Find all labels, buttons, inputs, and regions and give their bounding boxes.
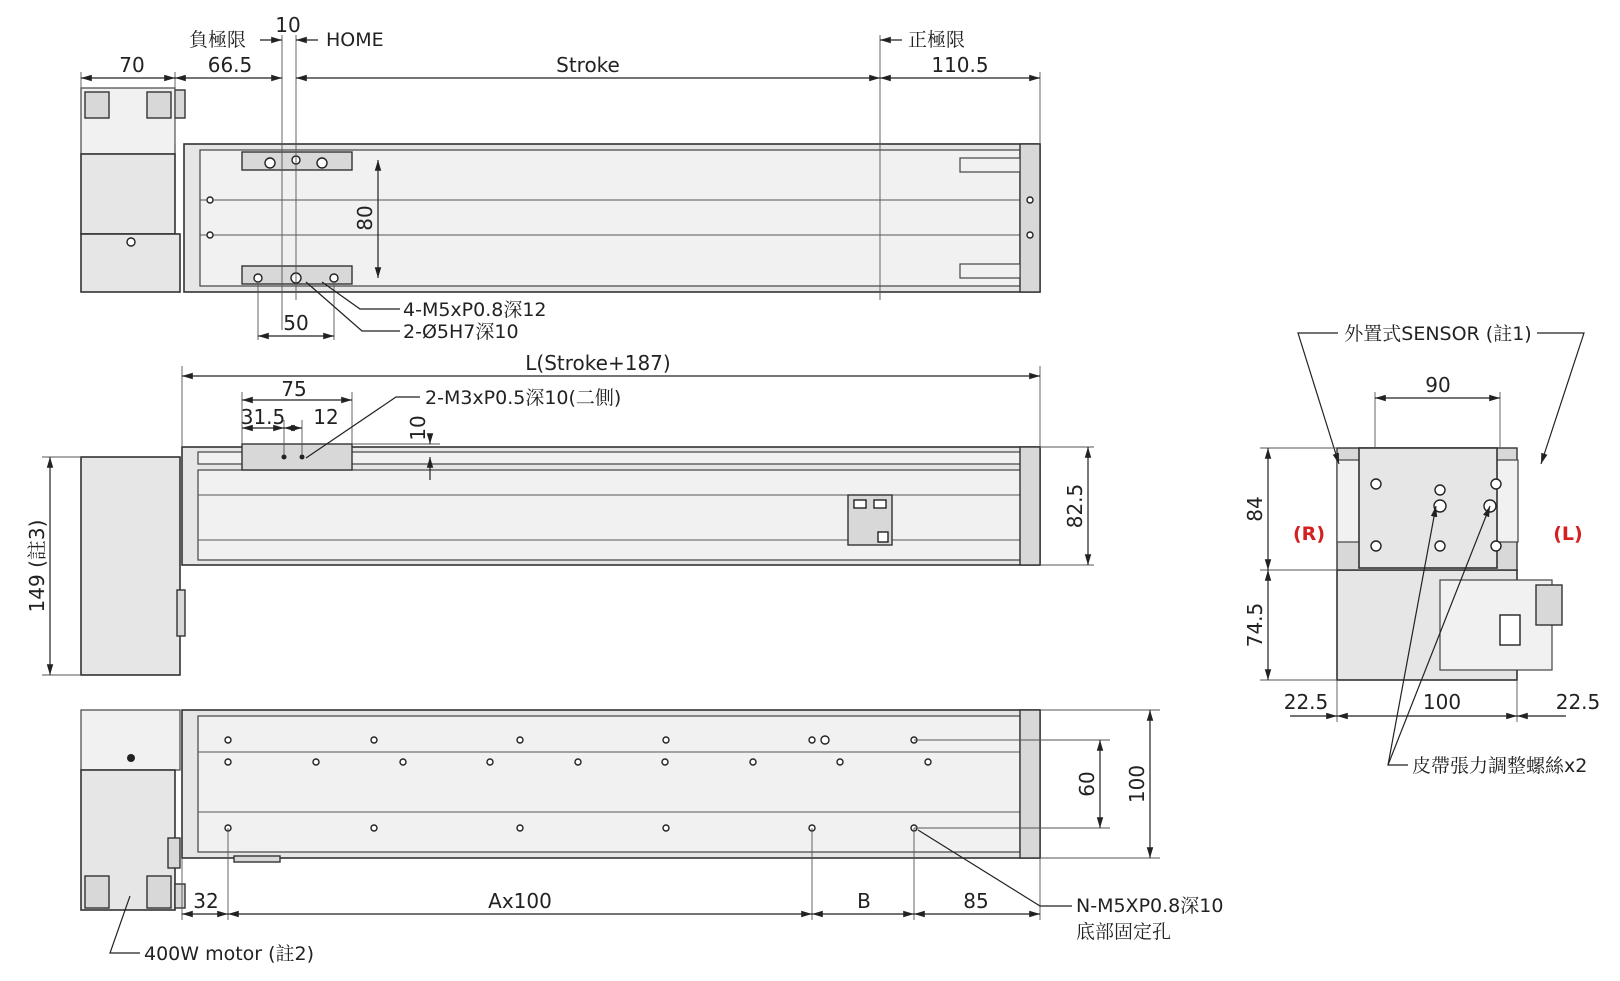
label-pos-limit: 正極限 bbox=[908, 29, 966, 51]
dim-front-height: 82.5 bbox=[1063, 483, 1087, 529]
dim-motor: 70 bbox=[119, 53, 145, 77]
dim-motor-height: 149 (註3) bbox=[25, 519, 49, 613]
dim-upper: 84 bbox=[1243, 496, 1267, 522]
dim-end-mid: 100 bbox=[1422, 690, 1462, 714]
callout-mount-1: N-M5XP0.8深10 bbox=[1076, 895, 1224, 917]
top-motor bbox=[81, 88, 185, 292]
dim-end-right: 22.5 bbox=[1555, 690, 1601, 714]
dim-total: L(Stroke+187) bbox=[525, 351, 671, 375]
dim-width-top: 90 bbox=[1425, 373, 1451, 397]
front-motor bbox=[81, 457, 180, 675]
dim-b: B bbox=[857, 889, 871, 913]
label-neg-limit: 負極限 bbox=[188, 29, 246, 51]
dim-bottom-right: 85 bbox=[963, 889, 989, 913]
callout-belt: 皮帶張力調整螺絲x2 bbox=[1412, 755, 1588, 777]
front-view bbox=[25, 351, 1094, 675]
dim-bottom-left: 32 bbox=[193, 889, 219, 913]
dim-top-height: 80 bbox=[353, 205, 377, 231]
label-r: (R) bbox=[1293, 523, 1325, 545]
dim-inner: 60 bbox=[1075, 771, 1099, 797]
callout-motor: 400W motor (註2) bbox=[144, 943, 315, 965]
dim-depth: 10 bbox=[406, 415, 430, 441]
bottom-view bbox=[81, 710, 1223, 965]
callout-side-tap: 2-M3xP0.5深10(二側) bbox=[425, 387, 622, 409]
dim-hole-a: 31.5 bbox=[240, 405, 286, 429]
front-carriage bbox=[242, 444, 352, 470]
callout-pin: 2-Ø5H7深10 bbox=[403, 321, 519, 343]
label-l: (L) bbox=[1553, 523, 1583, 545]
dim-pos-offset: 110.5 bbox=[931, 53, 989, 77]
callout-mount-2: 底部固定孔 bbox=[1076, 921, 1172, 943]
dim-outer: 100 bbox=[1125, 764, 1149, 804]
dim-lower: 74.5 bbox=[1243, 602, 1267, 648]
dim-hole-b: 12 bbox=[313, 405, 339, 429]
dim-neg-offset: 66.5 bbox=[207, 53, 253, 77]
end-view bbox=[1243, 323, 1600, 777]
dim-carriage: 75 bbox=[281, 377, 307, 401]
dim-home-offset: 10 bbox=[275, 13, 301, 37]
dim-hole-pitch: 50 bbox=[283, 311, 309, 335]
callout-sensor: 外置式SENSOR (註1) bbox=[1344, 323, 1532, 345]
dim-pitch: Ax100 bbox=[488, 889, 552, 913]
dim-stroke: Stroke bbox=[556, 53, 620, 77]
dim-end-left: 22.5 bbox=[1283, 690, 1329, 714]
label-home: HOME bbox=[326, 29, 384, 51]
callout-tap: 4-M5xP0.8深12 bbox=[403, 299, 547, 321]
top-view bbox=[81, 13, 1040, 343]
